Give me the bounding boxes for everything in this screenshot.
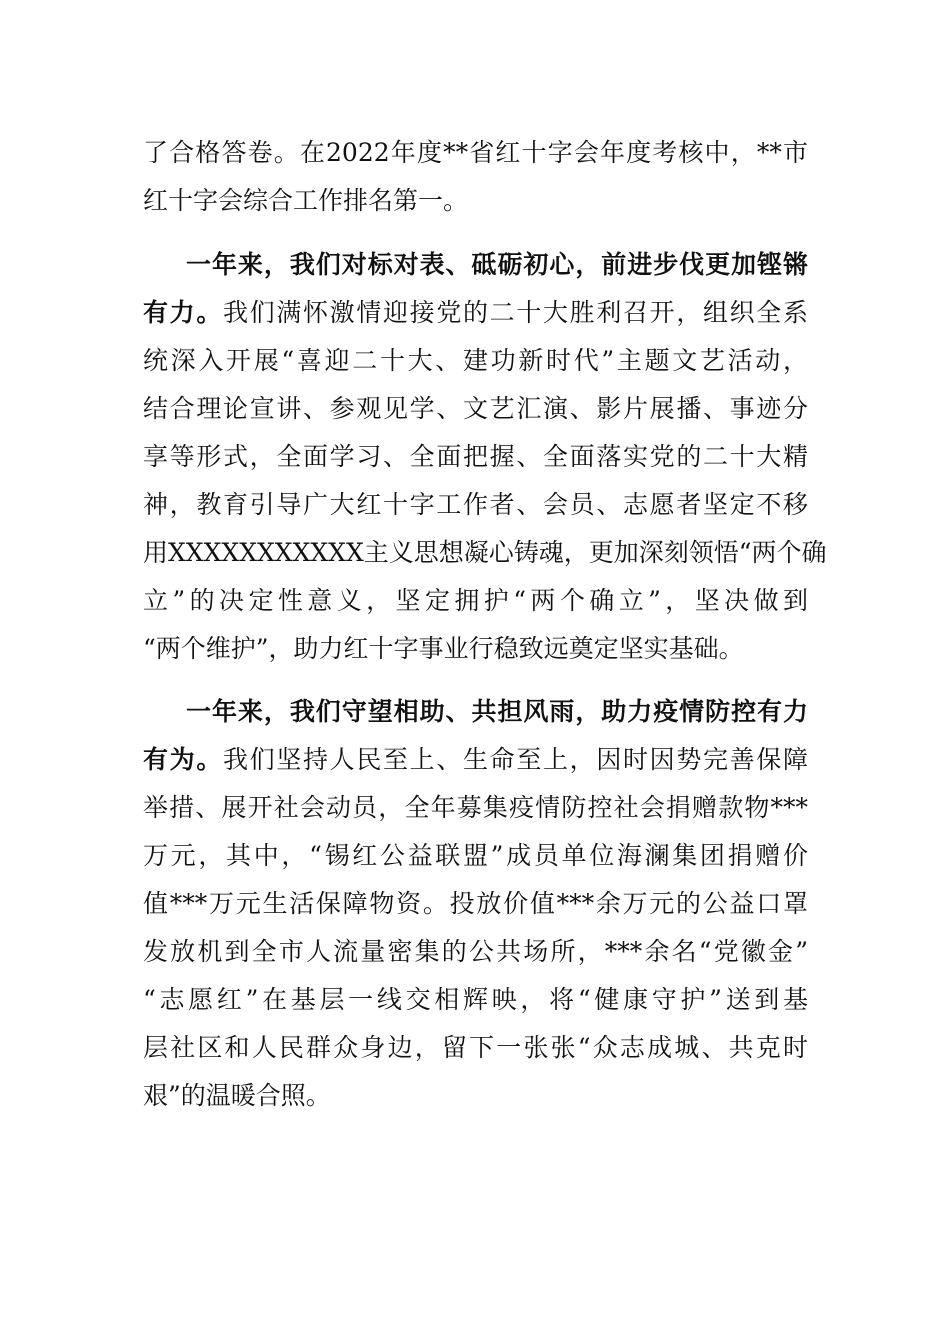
paragraph-2-line-3: 统深入开展“喜迎二十大、建功新时代”主题文艺活动，	[143, 346, 808, 375]
paragraph-2-line-2	[143, 293, 808, 333]
paragraph-1-line-1: 了合格答卷。在2022年度**省红十字会年度考核中，**市	[143, 138, 808, 167]
paragraph-2-line-8: 立”的决定性意义，坚定拥护“两个确立”，坚决做到	[143, 586, 808, 615]
paragraph-3-heading-end: 有为。	[143, 745, 223, 774]
paragraph-2-heading: 一年来，我们对标对表、砥砺初心，前进步伐更加铿锵	[186, 250, 808, 279]
paragraph-2-line-2-text: 我们满怀激情迎接党的二十大胜利召开，组织全系	[223, 298, 808, 327]
paragraph-3-line-6: 发放机到全市人流量密集的公共场所，***余名“党徽金”	[143, 937, 808, 966]
paragraph-3-line-3: 举措、展开社会动员，全年募集疫情防控社会捐赠款物***	[143, 793, 808, 822]
paragraph-1-line-2: 红十字会综合工作排名第一。	[143, 186, 469, 215]
paragraph-3-line-5: 值***万元生活保障物资。投放价值***余万元的公益口罩	[143, 889, 808, 918]
paragraph-3-line-2	[143, 740, 808, 780]
paragraph-2-heading-end: 有力。	[143, 298, 223, 327]
paragraph-3-line-9: 艰”的温暖合照。	[143, 1081, 331, 1110]
paragraph-2-line-5: 享等形式，全面学习、全面把握、全面落实党的二十大精	[143, 442, 808, 471]
paragraph-3-line-2-text: 我们坚持人民至上、生命至上，因时因势完善保障	[223, 745, 808, 774]
paragraph-3-heading: 一年来，我们守望相助、共担风雨，助力疫情防控有力	[186, 697, 808, 726]
paragraph-2-line-9: “两个维护”，助力红十字事业行稳致远奠定坚实基础。	[143, 634, 744, 663]
paragraph-2-line-7: 用XXXXXXXXXXX主义思想凝心铸魂，更加深刻领悟“两个确	[143, 538, 827, 567]
paragraph-2-line-4: 结合理论宣讲、参观见学、文艺汇演、影片展播、事迹分	[143, 394, 808, 423]
paragraph-3-line-4: 万元，其中，“锡红公益联盟”成员单位海澜集团捐赠价	[143, 841, 808, 870]
paragraph-3-line-8: 层社区和人民群众身边，留下一张张“众志成城、共克时	[143, 1033, 808, 1062]
paragraph-3-line-7: “志愿红”在基层一线交相辉映，将“健康守护”送到基	[143, 985, 808, 1014]
paragraph-2-line-6: 神，教育引导广大红十字工作者、会员、志愿者坚定不移	[143, 490, 808, 519]
